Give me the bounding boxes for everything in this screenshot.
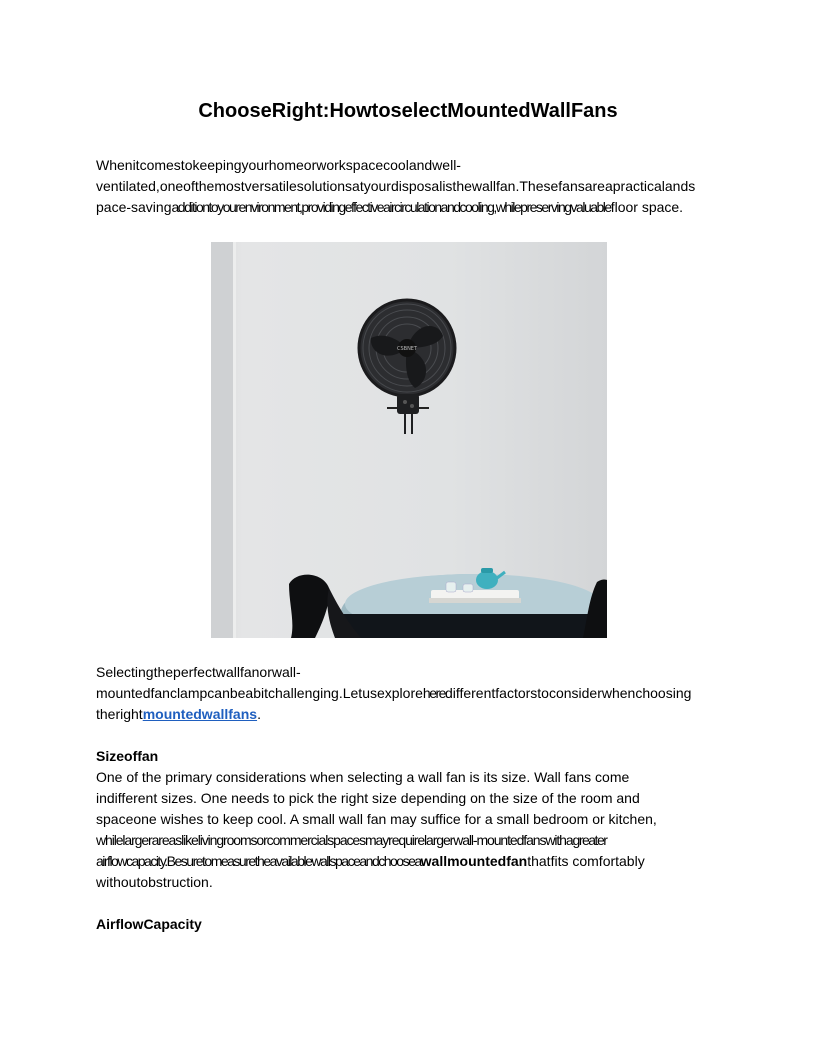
size-text: thatfits comfortably (527, 853, 645, 869)
size-line-5 (96, 851, 721, 872)
intro-line-1: Whenitcomestokeepingyourhomeorworkspacecoolandwell- (96, 157, 461, 173)
intro-line-2: ventilated,oneofthemostversatilesolutionsatyourdisposalisthewallfan.Thesefansareapracticalands (96, 178, 696, 194)
size-heading: Sizeoffan (96, 748, 159, 764)
selecting-text-condensed: here (422, 685, 445, 701)
selecting-text: theright (96, 706, 143, 722)
intro-line-3 (96, 197, 721, 218)
selecting-line-3 (96, 704, 721, 725)
size-line-4 (96, 830, 721, 851)
size-line-6: withoutobstruction. (96, 874, 213, 890)
wall-fan-photo (211, 242, 607, 638)
size-line-3: spaceone wishes to keep cool. A small wall fan may suffice for a small bedroom or kitchen, (96, 811, 657, 827)
size-text-condensed: greater (572, 832, 607, 848)
size-text-condensed: whilelargerareaslikelivingroomsorcommercialspacesmayrequirelargerwall-mountedfanswitha (96, 832, 573, 848)
size-text-condensed: airflowcapacity.Besuretomeasuretheavailablewallspaceandchoosea (96, 853, 421, 869)
fan-brand-label: CSBNET (396, 346, 418, 352)
selecting-line-2 (96, 683, 721, 704)
document-title: ChooseRight:HowtoselectMountedWallFans (198, 100, 618, 122)
size-paragraph (96, 767, 721, 893)
mounted-wall-fans-link[interactable]: mountedwallfans (142, 706, 258, 722)
intro-text-condensed: additiontoyourenvironment,providingeffectiveaircirculationandcooling,whilepreservingvaluable (171, 199, 611, 215)
wall-mounted-fan-bold: wallmountedfan (420, 853, 528, 869)
size-line-1: One of the primary considerations when selecting a wall fan is its size. Wall fans come (96, 769, 630, 785)
selecting-text: . (257, 706, 261, 722)
selecting-line-1: Selectingtheperfectwallfanorwall- (96, 664, 301, 680)
selecting-text: differentfactorstoconsiderwhenchoosing (444, 685, 692, 701)
selecting-text: mountedfanclampcanbeabitchallenging.Letusexplore (96, 685, 423, 701)
size-line-2: indifferent sizes. One needs to pick the right size depending on the size of the room and (96, 790, 640, 806)
airflow-heading: AirflowCapacity (96, 916, 202, 932)
intro-paragraph (96, 155, 721, 218)
intro-text: pace-saving (96, 199, 172, 215)
intro-text: floor space. (610, 199, 684, 215)
selecting-paragraph (96, 662, 721, 725)
